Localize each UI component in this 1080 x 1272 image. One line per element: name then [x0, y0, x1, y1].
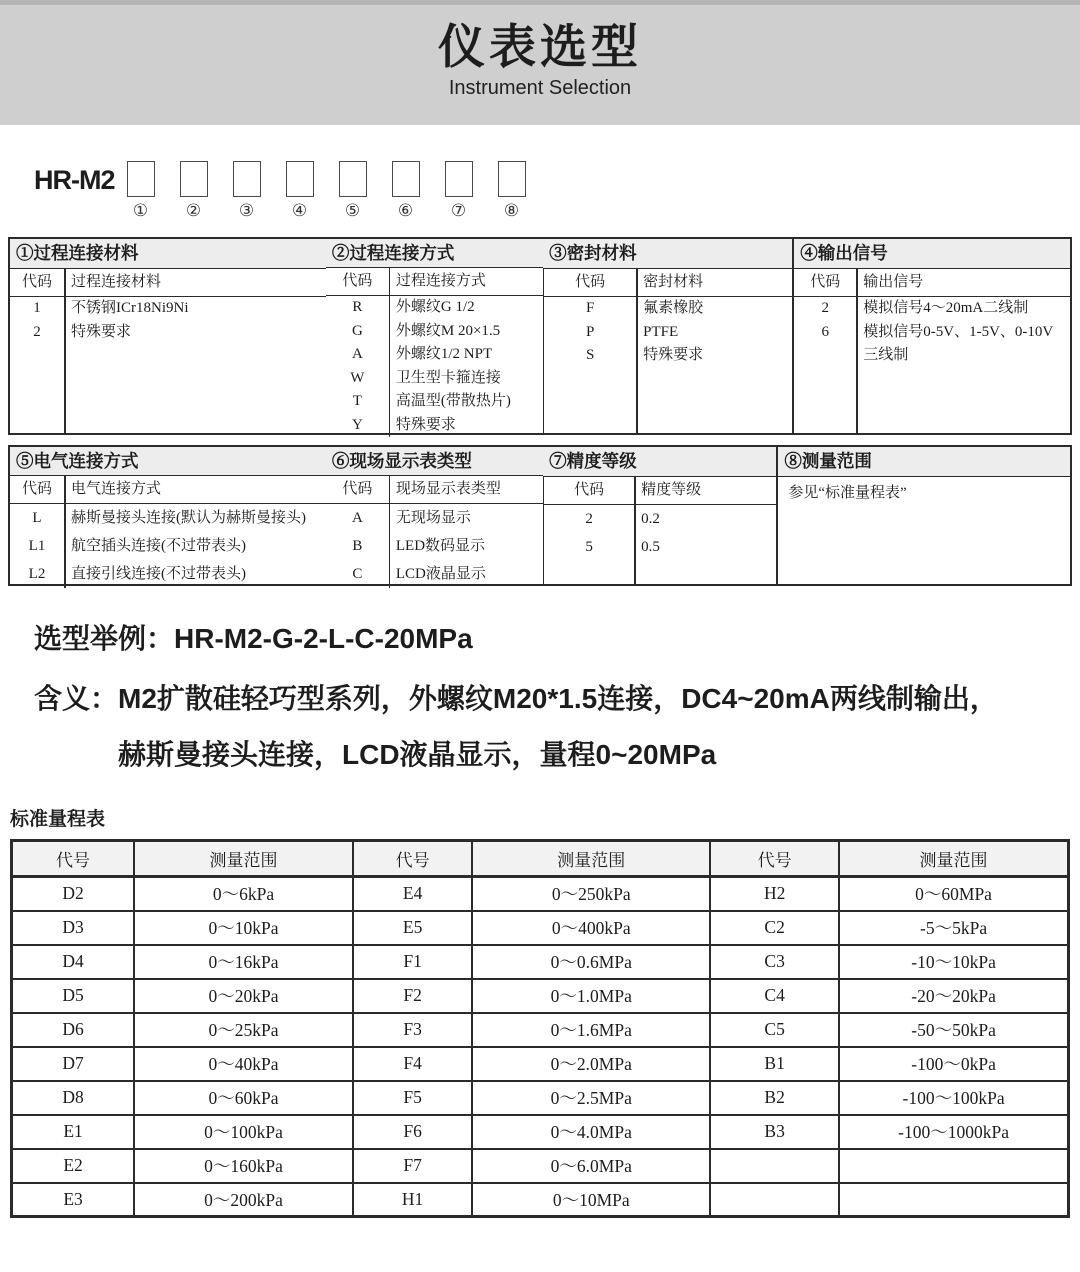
model-code-box — [286, 161, 314, 197]
range-code-cell: D4 — [12, 945, 135, 979]
option-row — [326, 532, 543, 560]
section-title: ⑧测量范围 — [778, 447, 1070, 477]
section-1 — [10, 239, 326, 433]
desc-header-cell: 过程连接方式 — [395, 273, 486, 289]
model-boxes — [127, 161, 551, 221]
section-4 — [792, 239, 1070, 433]
range-code-cell: H2 — [710, 877, 839, 911]
range-value-cell: 0～2.0MPa — [472, 1047, 710, 1081]
model-slot — [392, 161, 420, 221]
range-code-cell: B3 — [710, 1115, 839, 1149]
section-2 — [326, 239, 543, 433]
option-row — [10, 504, 326, 532]
meaning-body — [118, 680, 998, 774]
model-slot — [233, 161, 261, 221]
meaning-line-2: 赫斯曼接头连接，LCD液晶显示，量程0~20MPa — [118, 739, 717, 770]
range-col-header: 代号 — [710, 841, 839, 877]
option-code: L2 — [28, 566, 46, 582]
range-value-cell: -50～50kPa — [839, 1013, 1068, 1047]
range-row — [12, 945, 1069, 979]
range-code-cell: F4 — [353, 1047, 472, 1081]
range-value-cell: 0～100kPa — [134, 1115, 353, 1149]
section-6 — [326, 447, 543, 584]
range-value-cell: -5～5kPa — [839, 911, 1068, 945]
option-description: 特殊要求 — [643, 347, 704, 363]
range-code-cell: F2 — [353, 979, 472, 1013]
range-code-cell: D3 — [12, 911, 135, 945]
range-value-cell: 0～10kPa — [134, 911, 353, 945]
model-code-row — [34, 161, 1080, 221]
option-code: S — [586, 347, 595, 363]
section-5 — [10, 447, 326, 584]
range-code-cell: D7 — [12, 1047, 135, 1081]
range-code-cell: C4 — [710, 979, 839, 1013]
option-row — [10, 297, 326, 321]
option-description: 卫生型卡箍连接 — [395, 369, 501, 386]
section-column-headers — [794, 269, 1070, 297]
option-code: G — [351, 322, 363, 339]
meaning-line-1: M2扩散硅轻巧型系列，外螺纹M20*1.5连接，DC4~20mA两线制输出， — [118, 683, 998, 714]
range-code-cell: H1 — [353, 1183, 472, 1217]
option-row — [326, 296, 543, 320]
model-position-number: ① — [132, 201, 149, 220]
range-header-row — [12, 841, 1069, 877]
option-row — [326, 414, 543, 438]
range-row — [12, 1183, 1069, 1217]
selection-table-lower — [8, 445, 1072, 586]
option-code: C — [352, 566, 363, 582]
section-body — [543, 269, 792, 433]
model-code-box — [392, 161, 420, 197]
range-col-header: 代号 — [12, 841, 135, 877]
code-header-cell: 代码 — [342, 273, 373, 289]
option-row — [10, 532, 326, 560]
desc-header-cell: 密封材料 — [643, 274, 704, 290]
option-description: 高温型(带散热片) — [395, 393, 511, 409]
meaning-label: 含义： — [34, 683, 119, 714]
option-description: 直接引线连接(不过带表头) — [71, 566, 246, 582]
model-position-number: ② — [185, 201, 202, 220]
range-value-cell: 0～0.6MPa — [472, 945, 710, 979]
section-body — [543, 477, 776, 584]
range-code-cell: C5 — [710, 1013, 839, 1047]
section-body — [10, 269, 326, 433]
model-position-number: ⑤ — [344, 201, 361, 220]
option-description: PTFE — [643, 323, 679, 340]
range-row — [12, 877, 1069, 911]
page-bottom-margin — [0, 1218, 1080, 1272]
option-code: 2 — [33, 323, 41, 340]
range-value-cell: 0～200kPa — [134, 1183, 353, 1217]
standard-range-table — [10, 839, 1070, 1218]
option-row — [326, 320, 543, 344]
option-code: P — [586, 323, 595, 340]
model-slot — [339, 161, 367, 221]
range-code-cell: E2 — [12, 1149, 135, 1183]
range-code-cell: E1 — [12, 1115, 135, 1149]
option-row — [10, 560, 326, 588]
example-meaning — [34, 680, 1080, 774]
option-row — [326, 390, 543, 414]
range-row — [12, 1047, 1069, 1081]
model-code-box — [498, 161, 526, 197]
range-code-cell: D6 — [12, 1013, 135, 1047]
option-code: A — [351, 510, 363, 526]
option-description: 氟素橡胶 — [643, 300, 704, 316]
range-row — [12, 1149, 1069, 1183]
option-description: 赫斯曼接头连接(默认为赫斯曼接头) — [71, 510, 306, 526]
section-column-headers — [10, 269, 326, 297]
option-description: 0.5 — [641, 539, 660, 555]
option-description: 无现场显示 — [395, 510, 471, 526]
range-code-cell — [710, 1149, 839, 1183]
option-description: 外螺纹1/2 NPT — [395, 346, 493, 362]
section-body — [326, 476, 543, 588]
option-description: 外螺纹M 20×1.5 — [395, 322, 501, 339]
option-description: 特殊要求 — [395, 416, 456, 433]
range-code-cell: D8 — [12, 1081, 135, 1115]
model-prefix: HR-M2 — [34, 165, 115, 195]
page-subtitle: Instrument Selection — [448, 77, 632, 99]
range-table-body — [12, 877, 1069, 1217]
section-column-headers — [10, 476, 326, 504]
option-description: 外螺纹G 1/2 — [395, 299, 475, 315]
range-row — [12, 1081, 1069, 1115]
option-row — [326, 560, 543, 588]
option-code: A — [351, 346, 363, 362]
option-description: LED数码显示 — [395, 538, 486, 554]
option-row — [326, 343, 543, 367]
code-header-cell: 代码 — [21, 274, 52, 290]
range-value-cell: -100～1000kPa — [839, 1115, 1068, 1149]
range-value-cell: 0～60MPa — [839, 877, 1068, 911]
section-title: ⑤电气连接方式 — [10, 447, 326, 476]
section-title: ④输出信号 — [794, 239, 1070, 269]
desc-header-cell: 过程连接材料 — [71, 274, 162, 290]
example-code-line: 选型举例：HR-M2-G-2-L-C-20MPa — [34, 623, 473, 654]
range-col-header: 测量范围 — [472, 841, 710, 877]
range-value-cell: 0～10MPa — [472, 1183, 710, 1217]
range-col-header: 测量范围 — [134, 841, 353, 877]
code-header-cell: 代码 — [342, 481, 373, 497]
range-code-cell: E3 — [12, 1183, 135, 1217]
model-slot — [127, 161, 155, 221]
range-row — [12, 979, 1069, 1013]
option-description: 特殊要求 — [71, 323, 132, 340]
range-row — [12, 1115, 1069, 1149]
option-description: 0.2 — [641, 511, 660, 527]
code-header-cell: 代码 — [810, 274, 841, 290]
range-value-cell: -100～100kPa — [839, 1081, 1068, 1115]
range-code-cell: C3 — [710, 945, 839, 979]
option-row — [794, 321, 1070, 368]
option-row — [794, 297, 1070, 321]
desc-header-cell: 电气连接方式 — [71, 481, 162, 497]
option-description: 模拟信号4～20mA二线制 — [863, 300, 1029, 316]
section-title: ①过程连接材料 — [10, 239, 326, 269]
range-code-cell: E4 — [353, 877, 472, 911]
range-value-cell: 0～400kPa — [472, 911, 710, 945]
option-row — [544, 344, 792, 368]
section-body — [326, 268, 543, 437]
model-code-box — [233, 161, 261, 197]
option-row — [10, 321, 326, 345]
section-body — [10, 476, 326, 588]
option-code: 5 — [585, 539, 593, 555]
range-value-cell: 0～25kPa — [134, 1013, 353, 1047]
range-code-cell: D5 — [12, 979, 135, 1013]
model-position-number: ⑥ — [397, 201, 414, 220]
range-value-cell: 0～20kPa — [134, 979, 353, 1013]
model-slot — [180, 161, 208, 221]
model-code-box — [339, 161, 367, 197]
range-value-cell — [839, 1149, 1068, 1183]
model-slot — [445, 161, 473, 221]
range-value-cell: 0～2.5MPa — [472, 1081, 710, 1115]
model-position-number: ⑦ — [450, 201, 467, 220]
range-code-cell: B1 — [710, 1047, 839, 1081]
section-column-headers — [544, 269, 792, 297]
range-code-cell: F6 — [353, 1115, 472, 1149]
page-header — [0, 5, 1080, 125]
range-value-cell: 0～6.0MPa — [472, 1149, 710, 1183]
selection-table-upper — [8, 237, 1072, 435]
range-table-title: 标准量程表 — [10, 809, 106, 830]
range-value-cell: -10～10kPa — [839, 945, 1068, 979]
range-row — [12, 1013, 1069, 1047]
section-body — [778, 477, 1070, 584]
option-code: 2 — [821, 300, 830, 316]
section-body — [794, 269, 1070, 433]
model-code-box — [445, 161, 473, 197]
section-7 — [543, 447, 776, 584]
range-value-cell: 0～6kPa — [134, 877, 353, 911]
option-code: F — [586, 300, 595, 316]
option-code: W — [350, 369, 365, 386]
model-code-box — [127, 161, 155, 197]
option-code: L1 — [28, 538, 46, 554]
code-header-cell: 代码 — [575, 274, 606, 290]
range-value-cell: 0～160kPa — [134, 1149, 353, 1183]
option-description: LCD液晶显示 — [395, 566, 486, 582]
section-title: ⑥现场显示表类型 — [326, 447, 543, 476]
option-row — [544, 533, 776, 561]
range-value-cell: 0～16kPa — [134, 945, 353, 979]
range-value-cell: 0～40kPa — [134, 1047, 353, 1081]
desc-header-cell: 精度等级 — [641, 482, 702, 498]
model-position-number: ③ — [238, 201, 255, 220]
range-code-cell — [710, 1183, 839, 1217]
range-code-cell: B2 — [710, 1081, 839, 1115]
range-code-cell: F1 — [353, 945, 472, 979]
range-row — [12, 911, 1069, 945]
section-column-headers — [544, 477, 776, 505]
option-code: 2 — [585, 511, 593, 527]
model-position-number: ④ — [291, 201, 308, 220]
option-code: L — [32, 510, 42, 526]
option-row — [326, 367, 543, 391]
option-row — [326, 504, 543, 532]
option-description: 航空插头连接(不过带表头) — [71, 538, 246, 554]
range-table-header — [12, 841, 1069, 877]
desc-header-cell: 输出信号 — [863, 274, 924, 290]
section-8 — [776, 447, 1070, 584]
section-note: 参见“标准量程表” — [788, 485, 907, 501]
option-code: B — [352, 538, 363, 554]
option-code: Y — [351, 416, 363, 433]
range-code-cell: F5 — [353, 1081, 472, 1115]
range-code-cell: C2 — [710, 911, 839, 945]
option-code: R — [352, 299, 363, 315]
section-title: ②过程连接方式 — [326, 239, 543, 268]
option-code: 1 — [33, 300, 41, 316]
section-column-headers — [326, 268, 543, 296]
option-row — [544, 505, 776, 533]
section-title: ⑦精度等级 — [543, 447, 776, 477]
range-value-cell: 0～60kPa — [134, 1081, 353, 1115]
range-code-cell: D2 — [12, 877, 135, 911]
selection-example — [34, 620, 1080, 774]
range-value-cell: 0～1.6MPa — [472, 1013, 710, 1047]
model-slot — [286, 161, 314, 221]
range-value-cell: -20～20kPa — [839, 979, 1068, 1013]
range-value-cell: -100～0kPa — [839, 1047, 1068, 1081]
desc-header-cell: 现场显示表类型 — [395, 481, 501, 497]
section-title: ③密封材料 — [543, 239, 792, 269]
range-value-cell: 0～4.0MPa — [472, 1115, 710, 1149]
range-code-cell: F7 — [353, 1149, 472, 1183]
option-description: 不锈钢ICr18Ni9Ni — [71, 300, 189, 316]
model-code-box — [180, 161, 208, 197]
option-code: 6 — [821, 323, 830, 340]
option-row — [544, 297, 792, 321]
range-code-cell: E5 — [353, 911, 472, 945]
range-value-cell: 0～1.0MPa — [472, 979, 710, 1013]
section-3 — [543, 239, 792, 433]
model-position-number: ⑧ — [503, 201, 520, 220]
section-column-headers — [326, 476, 543, 504]
code-header-cell: 代码 — [574, 482, 605, 498]
option-row — [544, 321, 792, 345]
range-col-header: 代号 — [353, 841, 472, 877]
code-header-cell: 代码 — [21, 481, 52, 497]
option-description: 模拟信号0-5V、1-5V、0-10V三线制 — [863, 323, 1054, 363]
option-code: T — [352, 393, 362, 409]
page-title: 仪表选型 — [438, 20, 642, 73]
range-value-cell — [839, 1183, 1068, 1217]
range-code-cell: F3 — [353, 1013, 472, 1047]
range-value-cell: 0～250kPa — [472, 877, 710, 911]
model-slot — [498, 161, 526, 221]
range-col-header: 测量范围 — [839, 841, 1068, 877]
